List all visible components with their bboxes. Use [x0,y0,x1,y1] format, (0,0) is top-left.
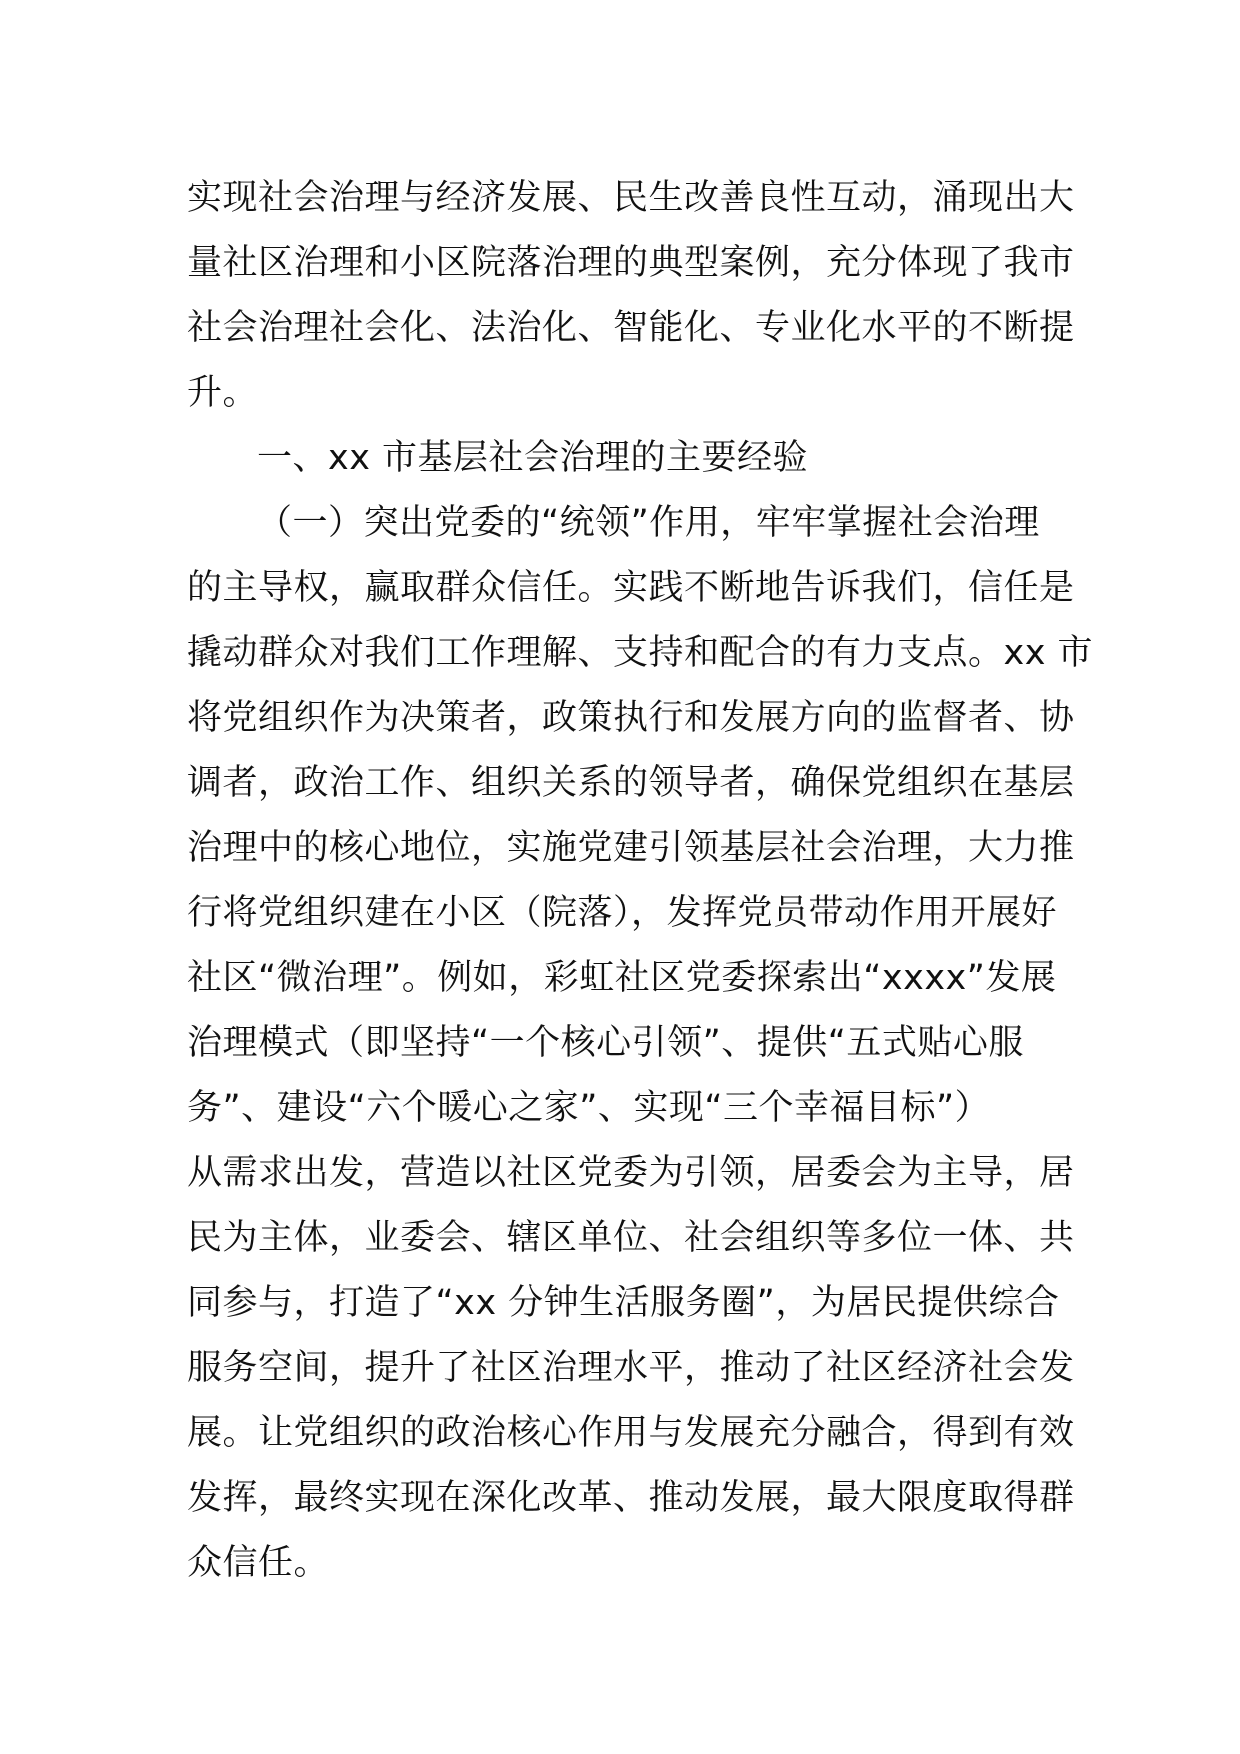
text-line: 社区“微治理”。例如，彩虹社区党委探索出“xxxx”发展 [187,958,1057,998]
text-line: 发挥，最终实现在深化改革、推动发展，最大限度取得群 [187,1478,1075,1518]
text-line: 展。让党组织的政治核心作用与发展充分融合，得到有效 [187,1413,1075,1453]
text-line: 从需求出发，营造以社区党委为引领，居委会为主导，居 [187,1153,1075,1193]
text-line: 众信任。 [187,1543,330,1583]
text-line: 将党组织作为决策者，政策执行和发展方向的监督者、协 [187,698,1075,738]
section-heading: 一、xx 市基层社会治理的主要经验 [257,438,809,478]
text-line: 的主导权，赢取群众信任。实践不断地告诉我们，信任是 [187,568,1075,608]
text-line: 社会治理社会化、法治化、智能化、专业化水平的不断提 [187,308,1075,348]
text-line: 撬动群众对我们工作理解、支持和配合的有力支点。xx 市 [187,633,1094,673]
text-line: 同参与，打造了“xx 分钟生活服务圈”，为居民提供综合 [187,1283,1060,1323]
body-text [187,166,1094,1596]
text-line: 务”、建设“六个暖心之家”、实现“三个幸福目标”） [187,1088,991,1128]
text-line: 实现社会治理与经济发展、民生改善良性互动，涌现出大 [187,178,1075,218]
text-line: 量社区治理和小区院落治理的典型案例，充分体现了我市 [187,243,1075,283]
text-line: 民为主体，业委会、辖区单位、社会组织等多位一体、共 [187,1218,1075,1258]
text-line: 治理中的核心地位，实施党建引领基层社会治理，大力推 [187,828,1075,868]
text-line: 服务空间，提升了社区治理水平，推动了社区经济社会发 [187,1348,1075,1388]
subsection-heading: （一）突出党委的“统领”作用，牢牢掌握社会治理 [257,503,1040,543]
text-line: 治理模式（即坚持“一个核心引领”、提供“五式贴心服 [187,1023,1024,1063]
text-line: 升。 [187,373,259,413]
text-line: 调者，政治工作、组织关系的领导者，确保党组织在基层 [187,763,1075,803]
text-line: 行将党组织建在小区（院落），发挥党员带动作用开展好 [187,893,1058,933]
